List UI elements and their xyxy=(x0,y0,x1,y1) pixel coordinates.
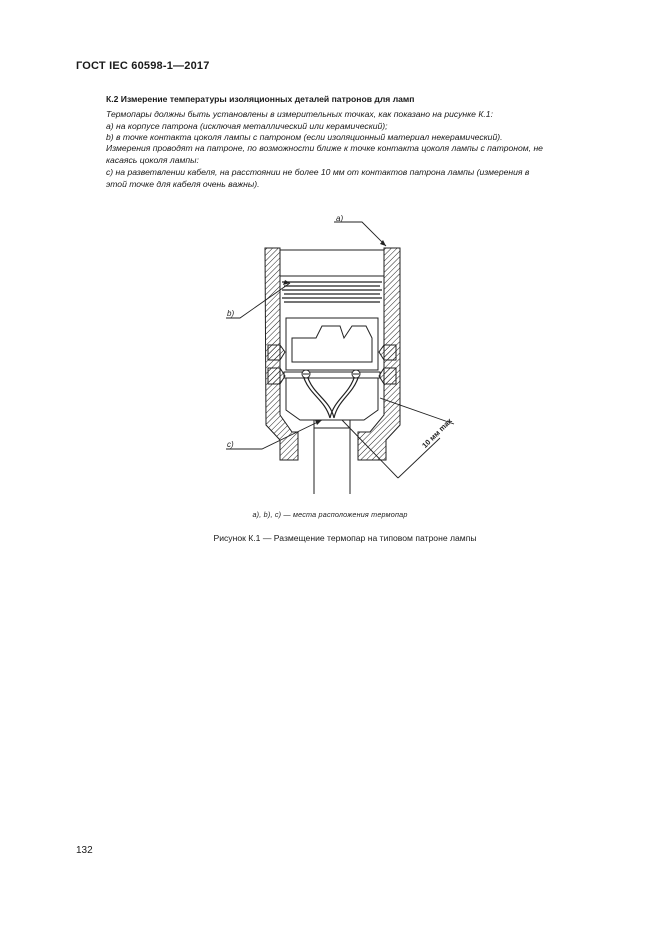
list-item-c-line-2: этой точке для кабеля очень важны). xyxy=(106,178,260,189)
paragraph-measurement-line-1: Измерения проводят на патроне, по возможности ближе к точке контакта цоколя лампы с патроном, не xyxy=(106,143,543,153)
lower-body xyxy=(286,378,378,428)
list-item-a: а) на корпусе патрона (исключая металлический или керамический); xyxy=(106,121,388,131)
paragraph-measurement xyxy=(106,143,616,166)
figure-note: а), b), c) — места расположения термопар xyxy=(252,510,408,519)
contact-screws xyxy=(302,370,360,378)
list-item-b: b) в точке контакта цоколя лампы с патроном (если изоляционный материал некерамический). xyxy=(106,132,503,142)
paragraph-measurement-line-2: касаясь цоколя лампы: xyxy=(106,154,199,165)
cable xyxy=(314,428,350,494)
paragraph-intro: Термопары должны быть установлены в измерительных точках, как показано на рисунке К.1: xyxy=(106,109,493,119)
page-header-standard: ГОСТ IEC 60598-1—2017 xyxy=(76,60,210,72)
section-title: К.2 Измерение температуры изоляционных деталей патронов для ламп xyxy=(106,94,415,104)
dimension-label: 10 мм max xyxy=(420,416,454,450)
leader-lines xyxy=(226,222,386,449)
label-b: b) xyxy=(227,309,235,318)
label-a: a) xyxy=(336,214,344,223)
housing-top-ring xyxy=(280,250,384,276)
contact-carrier xyxy=(284,318,380,378)
lampholder-drawing xyxy=(200,205,490,505)
thread-lines xyxy=(282,282,382,302)
list-item-c xyxy=(106,167,616,190)
figure-caption: Рисунок К.1 — Размещение термопар на типовом патроне лампы xyxy=(213,533,477,543)
label-c: c) xyxy=(227,440,234,449)
page-number: 132 xyxy=(76,845,93,856)
cable-wires xyxy=(304,378,358,418)
leader-arrow-c xyxy=(315,420,322,425)
list-item-c-line-1: с) на разветвлении кабеля, на расстоянии не более 10 мм от контактов патрона лампы (измерения в xyxy=(106,167,530,177)
